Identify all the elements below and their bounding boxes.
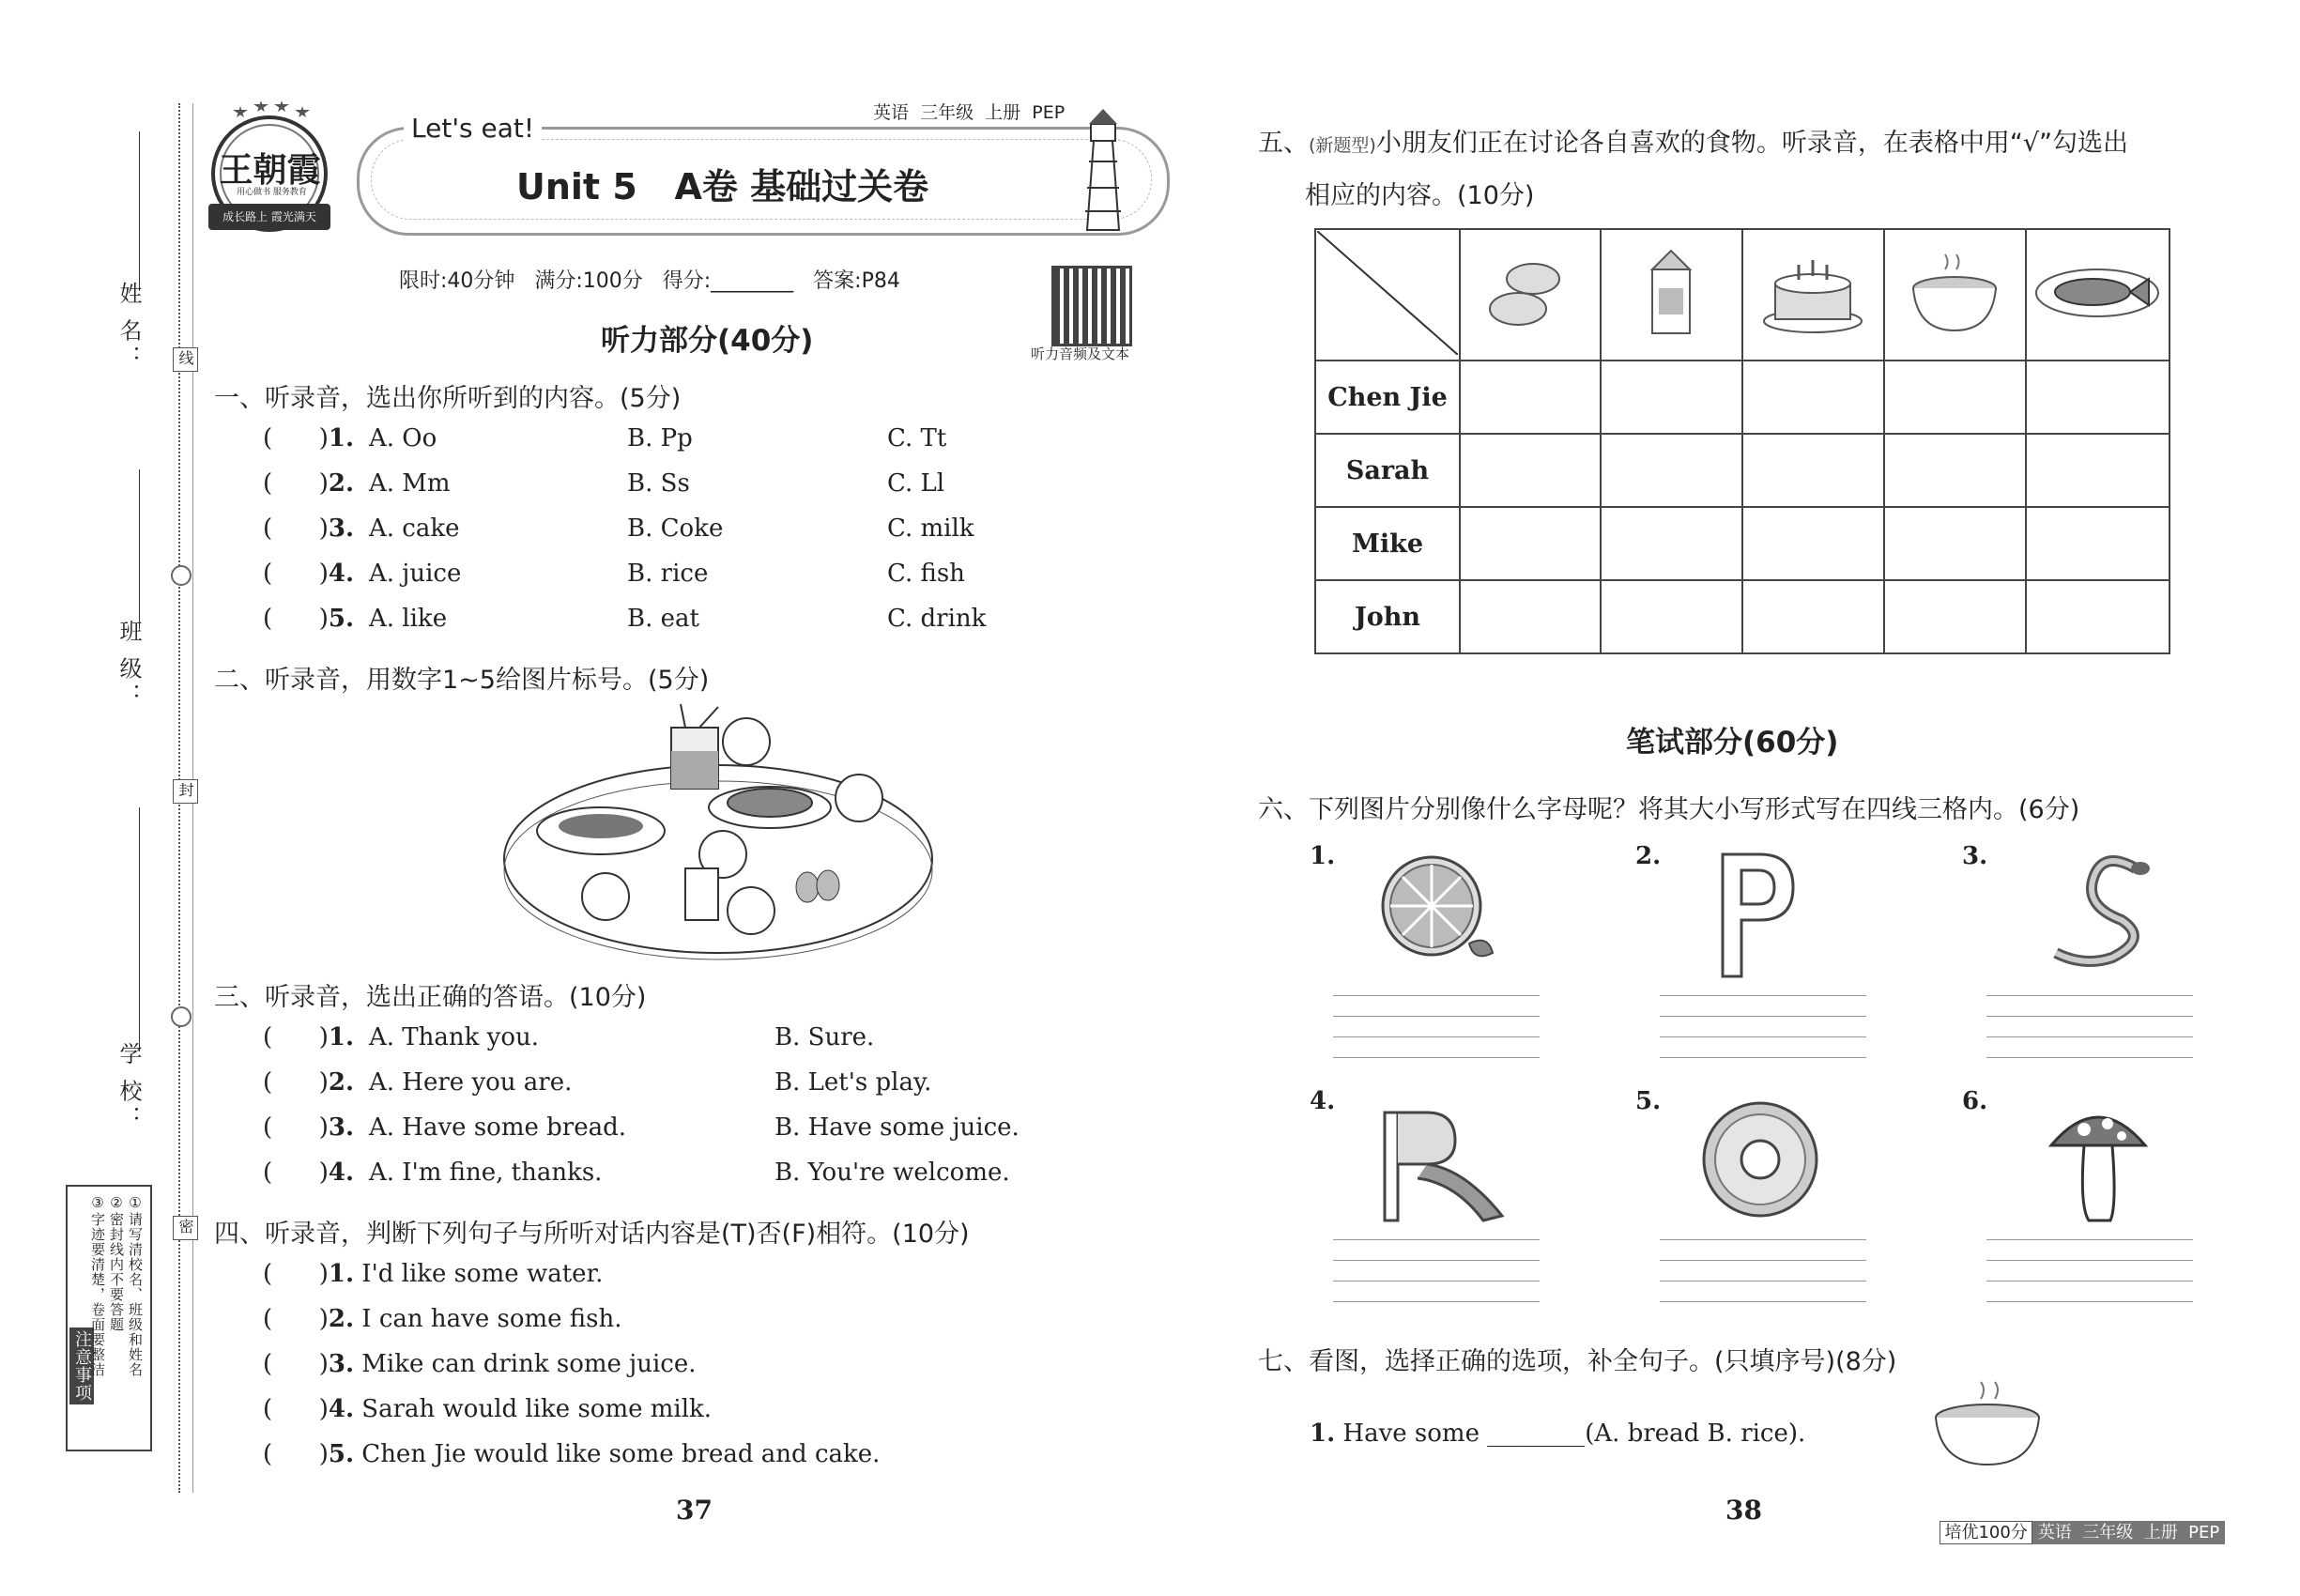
check-cell[interactable] <box>1601 507 1741 580</box>
statement-text: Sarah would like some milk. <box>361 1395 713 1423</box>
check-cell[interactable] <box>1460 434 1601 507</box>
s7-question-1 <box>1310 1420 1805 1448</box>
option-c: C. milk <box>887 514 974 543</box>
new-type-tag: (新题型) <box>1309 135 1376 156</box>
picture-number: 2. <box>1635 842 1662 870</box>
check-cell[interactable] <box>2026 434 2170 507</box>
notes-title: 注意事项 <box>69 1327 94 1404</box>
brand-ribbon: 成长路上 霞光满天 <box>222 210 316 223</box>
seal-mark-line: 线 <box>173 347 198 372</box>
option-c: C. Tt <box>887 424 947 453</box>
check-cell[interactable] <box>1460 507 1601 580</box>
circle-mark-1 <box>171 565 192 586</box>
s4-row <box>263 1260 603 1288</box>
writing-title: 笔试部分(60分) <box>1626 726 1839 760</box>
option-a: A. Mm <box>369 469 451 498</box>
picture-number: 4. <box>1310 1087 1336 1115</box>
answer-blank[interactable]: ( ) <box>263 1395 329 1423</box>
footer-badge <box>1929 1499 2225 1543</box>
option-b: B. Let's play. <box>774 1068 932 1097</box>
check-cell[interactable] <box>1460 361 1601 434</box>
s1-row <box>263 560 354 588</box>
test-meta: 限时:40分钟 满分:100分 得分:________ 答案:P84 <box>399 269 900 293</box>
picture-number: 1. <box>1310 842 1336 870</box>
four-line-grid[interactable] <box>1333 1239 1540 1304</box>
option-a: A. Oo <box>369 424 437 453</box>
check-cell[interactable] <box>1460 580 1601 653</box>
school-blank[interactable] <box>139 807 140 1051</box>
food-bread-icon <box>1460 229 1601 361</box>
check-cell[interactable] <box>2026 361 2170 434</box>
table-row-name: Mike <box>1315 507 1460 580</box>
answer-blank[interactable]: ( ) <box>263 1159 329 1187</box>
qr-caption: 听力音频及文本 <box>1031 345 1130 362</box>
check-cell[interactable] <box>1742 580 1884 653</box>
option-b: B. Pp <box>627 424 693 453</box>
note-2: ②密封线内不要答题 <box>108 1194 125 1332</box>
check-cell[interactable] <box>2026 507 2170 580</box>
question-number: 2. <box>328 469 355 498</box>
page-number-left: 37 <box>676 1495 713 1526</box>
brand-slogan: 用心做书 服务教育 <box>237 188 307 197</box>
question-number: 5. <box>328 605 355 633</box>
answer-blank[interactable]: ( ) <box>263 424 329 453</box>
section-3-title: 三、听录音，选出正确的答语。(10分) <box>214 983 647 1012</box>
s1-row <box>263 514 354 543</box>
picture-number: 5. <box>1635 1087 1662 1115</box>
food-milk-icon <box>1601 229 1741 361</box>
option-c: C. fish <box>887 560 965 588</box>
check-cell[interactable] <box>1884 580 2026 653</box>
answer-blank[interactable]: ( ) <box>263 1350 329 1378</box>
s3-row <box>263 1159 354 1187</box>
question-number: 4. <box>328 560 355 588</box>
check-cell[interactable] <box>1884 361 2026 434</box>
section-1-title: 一、听录音，选出你所听到的内容。(5分) <box>214 384 682 413</box>
s1-row <box>263 424 354 453</box>
table-row-name: John <box>1315 580 1460 653</box>
footer-badge-brand: 培优100分 <box>1940 1521 2032 1544</box>
check-cell[interactable] <box>1601 361 1741 434</box>
option-a: A. Have some bread. <box>369 1113 626 1142</box>
subject-tags: 英语 三年级 上册 PEP <box>873 102 1066 123</box>
four-line-grid[interactable] <box>1660 1239 1866 1304</box>
check-cell[interactable] <box>1884 434 2026 507</box>
page-number-right: 38 <box>1725 1495 1762 1526</box>
orange-slice-icon <box>1380 850 1502 975</box>
option-a: A. I'm fine, thanks. <box>369 1159 603 1187</box>
snake-s-icon <box>2047 850 2159 975</box>
question-number: 2. <box>328 1305 355 1333</box>
question-number: 1. <box>328 1023 355 1051</box>
question-number: 3. <box>328 514 355 543</box>
picture-number: 6. <box>1962 1087 1988 1115</box>
option-b: B. Ss <box>627 469 690 498</box>
option-b: B. Have some juice. <box>774 1113 1020 1142</box>
brand-name: 王朝霞 <box>219 150 321 190</box>
listening-title: 听力部分(40分) <box>601 324 814 358</box>
question-number: 5. <box>328 1440 355 1468</box>
s7-question-1-text[interactable]: Have some ________(A. bread B. rice). <box>1342 1420 1806 1448</box>
answer-blank[interactable]: ( ) <box>263 1023 329 1051</box>
class-blank[interactable] <box>139 469 140 629</box>
section-5-number: 五、 <box>1258 129 1309 158</box>
unit-title: Unit 5 A卷 基础过关卷 <box>516 166 929 207</box>
question-number: 3. <box>328 1350 355 1378</box>
food-check-table <box>1314 228 2170 654</box>
section-5-title <box>1258 122 2128 159</box>
answer-blank[interactable]: ( ) <box>263 1305 329 1333</box>
check-cell[interactable] <box>1742 507 1884 580</box>
check-cell[interactable] <box>1601 580 1741 653</box>
name-label: 姓 名： <box>115 282 142 372</box>
school-label: 学 校： <box>115 1042 142 1132</box>
question-number: 1. <box>1310 1420 1336 1448</box>
table-row-name: Sarah <box>1315 434 1460 507</box>
mushroom-t-icon <box>2047 1103 2150 1229</box>
food-fish-icon <box>2026 229 2170 361</box>
answer-blank[interactable]: ( ) <box>263 1260 329 1288</box>
question-number: 2. <box>328 1068 355 1097</box>
answer-blank[interactable]: ( ) <box>263 1068 329 1097</box>
letter-p-icon <box>1713 850 1798 985</box>
brand-logo <box>199 99 340 239</box>
question-number: 1. <box>328 424 355 453</box>
question-number: 4. <box>328 1395 355 1423</box>
section-7-title: 七、看图，选择正确的选项，补全句子。(只填序号)(8分) <box>1258 1347 1897 1376</box>
option-b: B. Sure. <box>774 1023 875 1051</box>
donut-o-icon <box>1699 1098 1821 1224</box>
answer-blank[interactable]: ( ) <box>263 1113 329 1142</box>
check-cell[interactable] <box>1884 507 2026 580</box>
note-3: ③字迹要清楚，卷面要整洁 <box>89 1194 106 1377</box>
four-line-grid[interactable] <box>1660 995 1866 1060</box>
section-6-title: 六、下列图片分别像什么字母呢？将其大小写形式写在四线三格内。(6分) <box>1258 795 2080 824</box>
s4-row <box>263 1395 712 1423</box>
diagonal-header-cell <box>1315 229 1460 361</box>
question-number: 3. <box>328 1113 355 1142</box>
s1-row <box>263 469 354 498</box>
option-b: B. You're welcome. <box>774 1159 1010 1187</box>
answer-blank[interactable]: ( ) <box>263 1440 329 1468</box>
circle-mark-2 <box>171 1006 192 1027</box>
s3-row <box>263 1113 354 1142</box>
lets-eat-label: Let's eat! <box>404 113 542 144</box>
option-a: A. Here you are. <box>369 1068 573 1097</box>
s4-row <box>263 1350 697 1378</box>
question-number: 4. <box>328 1159 355 1187</box>
food-rice-icon <box>1884 229 2026 361</box>
answer-blank[interactable]: ( ) <box>263 469 329 498</box>
seal-mark-close: 密 <box>173 1216 198 1240</box>
statement-text: Mike can drink some juice. <box>361 1350 697 1378</box>
option-a: A. like <box>369 605 448 633</box>
answer-blank[interactable]: ( ) <box>263 514 329 543</box>
option-a: A. juice <box>369 560 462 588</box>
check-cell[interactable] <box>1601 434 1741 507</box>
picture-number: 3. <box>1962 842 1988 870</box>
s3-row <box>263 1023 354 1051</box>
food-cake-icon <box>1742 229 1884 361</box>
table-row-name: Chen Jie <box>1315 361 1460 434</box>
check-cell[interactable] <box>1742 434 1884 507</box>
section-5-text-2: 相应的内容。(10分) <box>1305 181 1535 210</box>
food-table-illustration <box>498 699 939 966</box>
option-a: A. Thank you. <box>369 1023 540 1051</box>
name-blank[interactable] <box>139 131 140 291</box>
s4-row <box>263 1305 622 1333</box>
option-b: B. Coke <box>627 514 724 543</box>
answer-blank[interactable]: ( ) <box>263 605 329 633</box>
option-a: A. cake <box>369 514 460 543</box>
four-line-grid[interactable] <box>1986 1239 2193 1304</box>
seal-mark-seal: 封 <box>173 779 198 804</box>
option-c: C. Ll <box>887 469 945 498</box>
notes-box <box>66 1185 152 1451</box>
section-2-title: 二、听录音，用数字1~5给图片标号。(5分) <box>214 666 710 695</box>
qr-code-icon[interactable] <box>1051 266 1132 346</box>
check-cell[interactable] <box>1742 361 1884 434</box>
statement-text: Chen Jie would like some bread and cake. <box>361 1440 881 1468</box>
statement-text: I can have some fish. <box>361 1305 622 1333</box>
answer-blank[interactable]: ( ) <box>263 560 329 588</box>
statement-text: I'd like some water. <box>361 1260 604 1288</box>
rice-bowl-icon <box>1929 1380 2047 1473</box>
slide-r-icon <box>1380 1103 1511 1229</box>
s3-row <box>263 1068 354 1097</box>
s4-row <box>263 1440 880 1468</box>
option-b: B. eat <box>627 605 699 633</box>
class-label: 班 级： <box>115 620 142 710</box>
option-b: B. rice <box>627 560 709 588</box>
s1-row <box>263 605 354 633</box>
four-line-grid[interactable] <box>1333 995 1540 1060</box>
footer-badge-info: 英语 三年级 上册 PEP <box>2032 1521 2225 1544</box>
lighthouse-icon <box>1070 103 1136 238</box>
section-5-text: 小朋友们正在讨论各自喜欢的食物。听录音，在表格中用“√”勾选出 <box>1375 129 2129 158</box>
four-line-grid[interactable] <box>1986 995 2193 1060</box>
section-4-title: 四、听录音，判断下列句子与所听对话内容是(T)否(F)相符。(10分) <box>214 1220 970 1249</box>
option-c: C. drink <box>887 605 987 633</box>
note-1: ①请写清校名、班级和姓名 <box>127 1194 144 1377</box>
question-number: 1. <box>328 1260 355 1288</box>
check-cell[interactable] <box>2026 580 2170 653</box>
